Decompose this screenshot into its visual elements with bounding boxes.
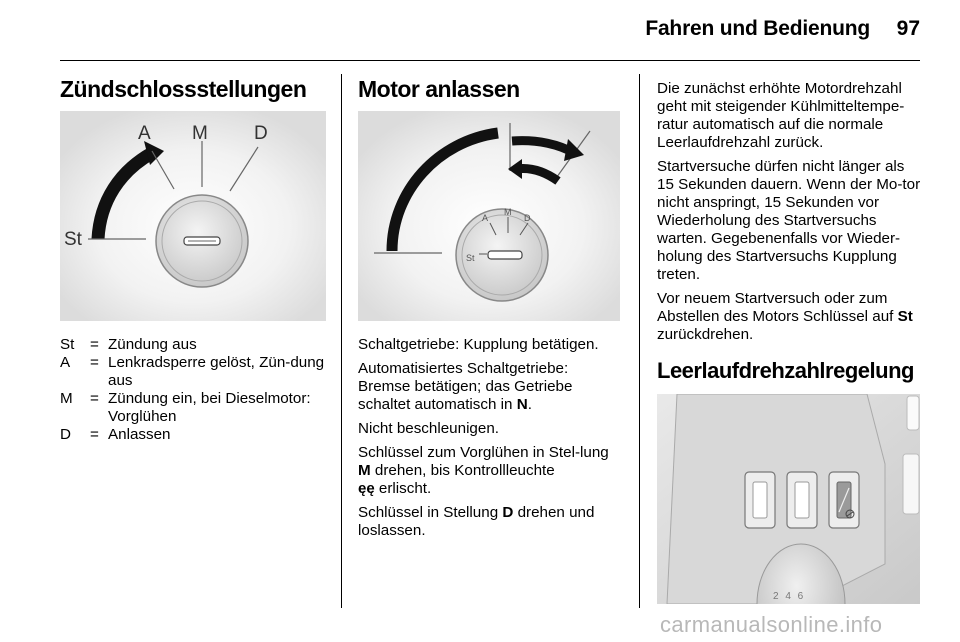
legend-equals: =	[90, 354, 99, 371]
text: drehen und loslassen.	[358, 504, 595, 539]
bold-text: M	[358, 462, 371, 479]
lock-label-st: St	[466, 253, 475, 263]
paragraph	[358, 504, 620, 540]
legend-equals: =	[90, 426, 99, 443]
legend-key: M	[60, 390, 73, 407]
text: Vor neuem Startversuch oder zum Abstellen des Motors Schlüssel auf	[657, 290, 898, 325]
bold-text: D	[502, 504, 514, 521]
paragraph: Schaltgetriebe: Kupplung betätigen.	[358, 336, 599, 353]
header-rule	[60, 60, 920, 61]
watermark: carmanualsonline.info	[660, 612, 883, 637]
legend-equals: =	[90, 336, 99, 353]
text: erlischt.	[374, 480, 432, 497]
legend-key: D	[60, 426, 71, 443]
legend-value: Anlassen	[108, 426, 171, 443]
paragraph: Die zunächst erhöhte Motordrehzahl geht mit steigender Kühlmitteltempe-ratur automatisch auf die normale Leerlaufdrehzahl zurück.	[657, 80, 905, 151]
bold-text: St	[897, 308, 913, 325]
text: Schlüssel in Stellung	[358, 504, 503, 521]
lock-label-m: M	[504, 207, 512, 217]
legend-equals: =	[90, 390, 99, 407]
bold-text: N	[516, 396, 528, 413]
label-st: St	[64, 229, 82, 250]
legend-value: Lenkradsperre gelöst, Zün-dung aus	[108, 354, 325, 389]
heading-zuendschlossstellungen: Zündschlossstellungen	[60, 76, 307, 102]
heading-leerlaufdrehzahlregelung: Leerlaufdrehzahlregelung	[657, 358, 914, 383]
column-divider-right	[639, 74, 640, 608]
text: Schlüssel zum Vorglühen in Stel-lung	[358, 444, 609, 461]
key-slot-icon	[488, 251, 522, 259]
legend-value: Zündung aus	[108, 336, 197, 353]
text: zurückdrehen.	[657, 326, 754, 343]
legend-row	[60, 336, 326, 354]
label-m: M	[192, 123, 208, 144]
engine-start-text	[358, 336, 620, 546]
text: .	[527, 396, 532, 413]
paragraph	[657, 290, 923, 344]
legend-key: A	[60, 354, 71, 371]
column-divider-left	[341, 74, 342, 608]
legend-row	[60, 390, 326, 426]
page-number: 97	[896, 17, 920, 40]
paragraph	[358, 360, 620, 414]
lock-label-a: A	[482, 213, 489, 223]
paragraph	[358, 444, 620, 498]
shift-pattern-label: 2 4 6	[773, 591, 806, 602]
header-title: Fahren und Bedienung	[645, 17, 870, 40]
text: Automatisiertes Schaltgetriebe: Bremse betätigen; das Getriebe schaltet automatisch in	[358, 360, 573, 413]
ignition-legend	[60, 336, 326, 444]
lock-label-d: D	[524, 213, 531, 223]
glow-plug-icon: ęę	[358, 480, 375, 497]
engine-start-figure	[358, 111, 620, 321]
text: drehen, bis Kontrollleuchte	[370, 462, 555, 479]
ignition-positions-figure	[60, 111, 326, 321]
paragraph: Startversuche dürfen nicht länger als 15 Sekunden dauern. Wenn der Mo-tor nicht anspringt, 15 Sekunden vor Wiederholung des Startversuchs warten. Gegebenenfalls vor Wieder-holung des Startversuchs Kupplung treten.	[657, 158, 921, 283]
heading-motor-anlassen: Motor anlassen	[358, 76, 520, 102]
label-a: A	[138, 123, 151, 144]
start-notes-text	[657, 80, 923, 350]
legend-row	[60, 426, 326, 444]
dashboard-switch-photo	[657, 394, 920, 604]
paragraph: Nicht beschleunigen.	[358, 420, 499, 437]
legend-row	[60, 354, 326, 390]
label-d: D	[254, 123, 268, 144]
legend-key: St	[60, 336, 75, 353]
legend-value: Zündung ein, bei Dieselmotor: Vorglühen	[108, 390, 311, 425]
